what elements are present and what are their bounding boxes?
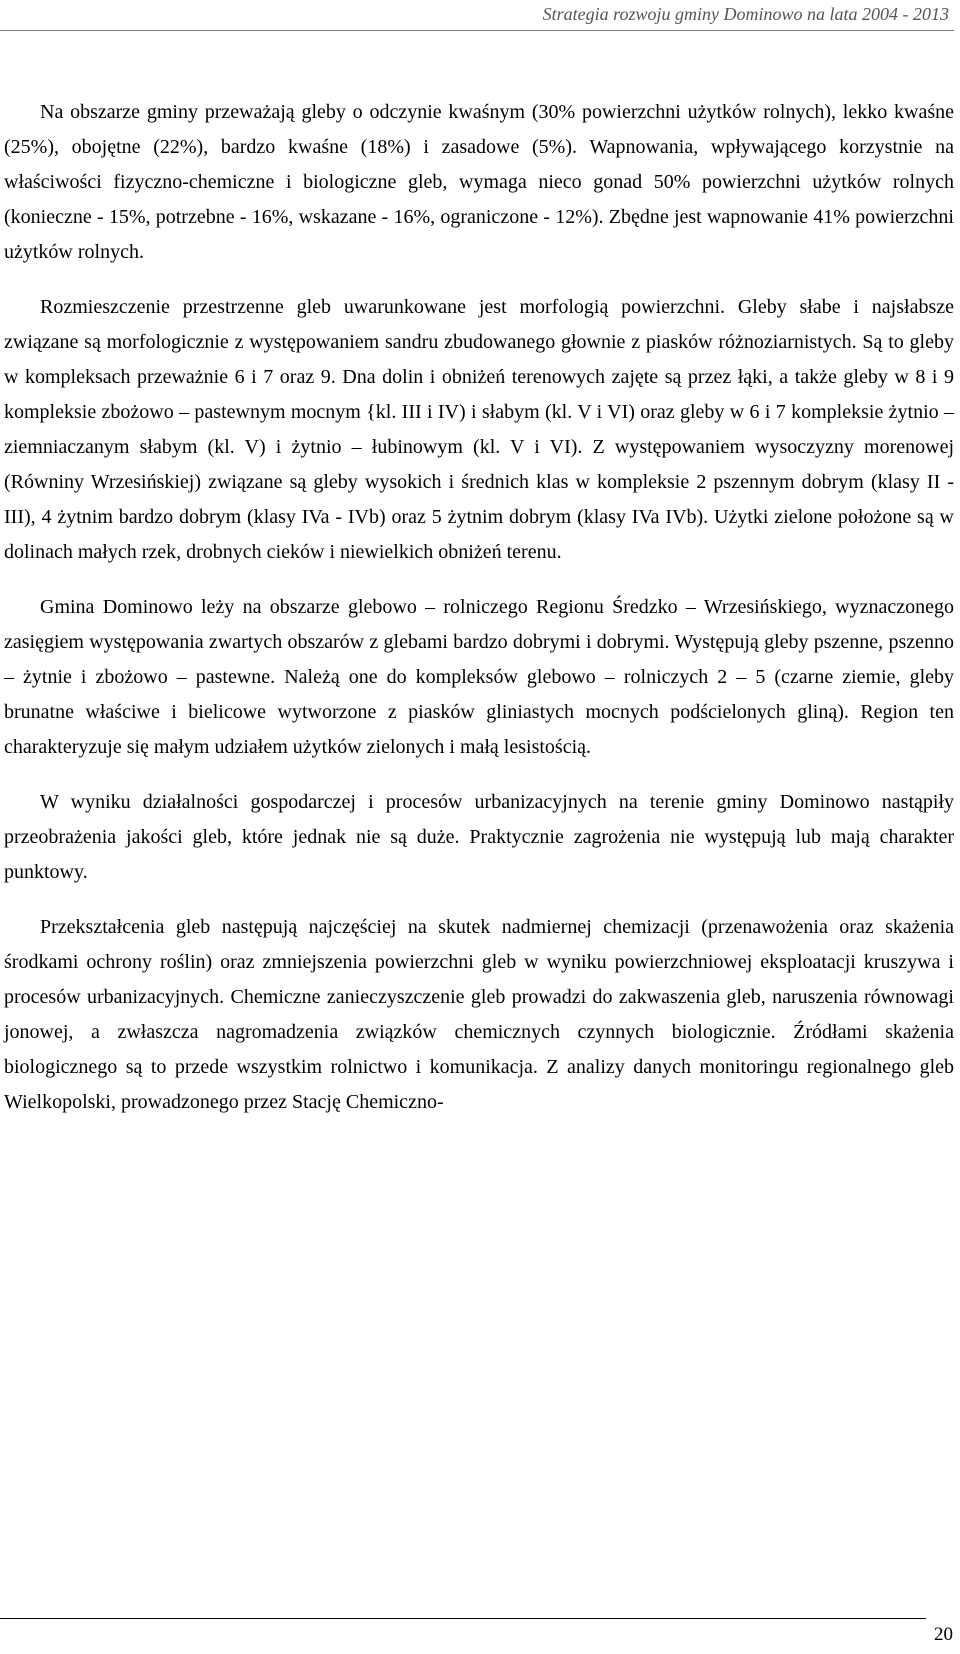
paragraph-soil-region: Gmina Dominowo leży na obszarze glebowo – rolniczego Regionu Średzko – Wrzesińskiego, wyznaczonego zasięgiem występowania zwartych obszarów z glebami bardzo dobrymi i dobrymi. Występują gleby pszenne, pszenno – żytnie i zbożowo – pastewne. Należą one do kompleksów glebowo – rolniczych 2 – 5 (czarne ziemie, gleby brunatne właściwe i bielicowe wytworzone z piasków gliniastych mocnych podścielonych gliną). Region ten charakteryzuje się małym udziałem użytków zielonych i małą lesistością. xyxy=(4,596,954,758)
paragraph-soil-transformation: W wyniku działalności gospodarczej i procesów urbanizacyjnych na terenie gminy Dominowo nastąpiły przeobrażenia jakości gleb, które jednak nie są duże. Praktycznie zagrożenia nie występują lub mają charakter punktowy. xyxy=(4,791,954,883)
footer-rule xyxy=(0,1618,926,1619)
paragraph-soil-threats: Przekształcenia gleb następują najczęściej na skutek nadmiernej chemizacji (przenawożenia oraz skażenia środkami ochrony roślin) oraz zmniejszenia powierzchni gleb w wyniku powierzchniowej eksploatacji kruszywa i procesów urbanizacyjnych. Chemiczne zanieczyszczenie gleb prowadzi do zakwaszenia gleb, naruszenia równowagi jonowej, a zwłaszcza nagromadzenia związków chemicznych czynnych biologicznie. Źródłami skażenia biologicznego są to przede wszystkim rolnictwo i komunikacja. Z analizy danych monitoringu regionalnego gleb Wielkopolski, prowadzonego przez Stację Chemiczno- xyxy=(4,916,954,1113)
body-text xyxy=(4,95,954,1120)
paragraph-soil-distribution: Rozmieszczenie przestrzenne gleb uwarunkowane jest morfologią powierzchni. Gleby słabe i najsłabsze związane są morfologicznie z występowaniem sandru zbudowanego głownie z piasków różnoziarnistych. Są to gleby w kompleksach przeważnie 6 i 7 oraz 9. Dna dolin i obniżeń terenowych zajęte są przez łąki, a także gleby w 8 i 9 kompleksie zbożowo – pastewnym mocnym {kl. III i IV) i słabym (kl. V i VI) oraz gleby w 6 i 7 kompleksie żytnio – ziemniaczanym słabym (kl. V) i żytnio – łubinowym (kl. V i VI). Z występowaniem wysoczyzny morenowej (Równiny Wrzesińskiej) związane są gleby wysokich i średnich klas w kompleksie 2 pszennym dobrym (klasy II - III), 4 żytnim bardzo dobrym (klasy IVa - IVb) oraz 5 żytnim dobrym (klasy IVa IVb). Użytki zielone położone są w dolinach małych rzek, drobnych cieków i niewielkich obniżeń terenu. xyxy=(4,296,954,563)
header-rule xyxy=(0,30,954,31)
page-number: 20 xyxy=(934,1624,953,1645)
running-header: Strategia rozwoju gminy Dominowo na lata 2004 - 2013 xyxy=(542,4,949,24)
paragraph-soil-acidity: Na obszarze gminy przeważają gleby o odczynie kwaśnym (30% powierzchni użytków rolnych), lekko kwaśne (25%), obojętne (22%), bardzo kwaśne (18%) i zasadowe (5%). Wapnowania, wpływającego korzystnie na właściwości fizyczno-chemiczne i biologiczne gleb, wymaga nieco gonad 50% powierzchni użytków rolnych (konieczne - 15%, potrzebne - 16%, wskazane - 16%, ograniczone - 12%). Zbędne jest wapnowanie 41% powierzchni użytków rolnych. xyxy=(4,101,954,263)
